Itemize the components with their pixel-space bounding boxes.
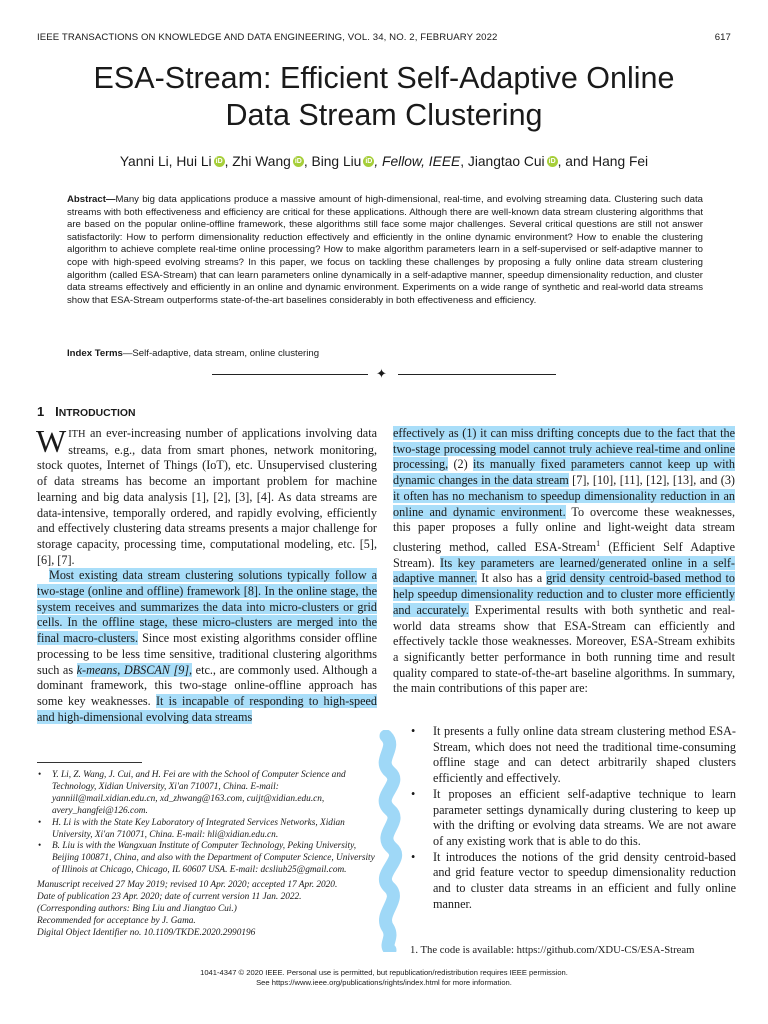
running-header [37, 32, 731, 43]
orcid-icon[interactable]: iD [215, 158, 223, 165]
paragraph-text: an ever-increasing number of applications involving data streams, e.g., data from smart phones, network monitoring, stock quotes, Internet of Things (IoT), etc. Unsupervised clustering of data streams has become an important problem for machine learning and big data analysis [1], [2], [3], [4]. As data streams are data-intensive, temporally ordered, and rapidly evolving, efficiently and effectively clustering data streams presents a major challenge for storage capacity, processing time, computational modeling, etc. [5], [6], [7]. [37, 426, 377, 567]
manuscript-dates: Manuscript received 27 May 2019; revised 10 Apr. 2020; accepted 17 Apr. 2020. [37, 880, 338, 891]
affiliation-text: H. Li is with the State Key Laboratory of Integrated Services Networks, Xidian University, Xi'an 710071, China. E-mail: hli@xidian.edu.cn. [52, 817, 345, 840]
left-column [36, 423, 378, 725]
bullet: • [411, 849, 416, 864]
bullet: • [38, 841, 42, 852]
paragraph-text: (Efficient Self Adaptive Stream). [393, 539, 735, 570]
highlighted-text: k-means, DBSCAN [9], [76, 662, 193, 677]
contribution-item [410, 724, 736, 787]
right-column [393, 426, 735, 697]
bullet: • [38, 817, 42, 828]
abstract [67, 194, 703, 307]
contribution-item [410, 850, 736, 913]
affiliation-footnotes [37, 770, 377, 940]
index-terms-label: Index Terms [67, 348, 123, 359]
title-line-1: ESA-Stream: Efficient Self-Adaptive Online [93, 61, 675, 95]
author-text: Yanni Li, Hui Li [119, 154, 212, 169]
abstract-label: Abstract [67, 194, 106, 205]
journal-name: IEEE TRANSACTIONS ON KNOWLEDGE AND DATA ENGINEERING, VOL. 34, NO. 2, FEBRUARY 2022 [37, 32, 498, 43]
paragraph-text: It also has a [477, 571, 547, 586]
author-text: , Jiangtao Cui [460, 154, 545, 169]
recommended-by: Recommended for acceptance by J. Gama. [37, 915, 196, 926]
intro-paragraph-2-cont [393, 426, 735, 697]
copyright-line-2: See https://www.ieee.org/publications/rights/index.html for more information. [256, 977, 512, 987]
footnote-marker[interactable]: 1 [596, 538, 601, 548]
orcid-icon[interactable]: iD [548, 158, 556, 165]
handwritten-annotation-mark [368, 730, 416, 952]
bullet: • [411, 786, 416, 801]
highlighted-text: its manually fixed parameters cannot keep up with dynamic changes in the data stream [393, 457, 735, 488]
orcid-icon[interactable]: iD [294, 158, 302, 165]
paragraph-text: Since most existing algorithms consider offline processing to be less time sensitive, traditional clustering algorithms such as [37, 631, 377, 677]
highlighted-text: it often has no mechanism to speedup dimensionality reduction in an online and dynamic environment. [393, 488, 735, 519]
contribution-list [410, 724, 736, 912]
small-caps-lead: ITH [68, 429, 86, 440]
highlighted-text: Its key parameters are learned/generated online in a self-adaptive manner. [393, 555, 735, 586]
paragraph-text: (2) [448, 457, 474, 472]
orcid-icon[interactable]: iD [365, 158, 373, 165]
highlighted-text: grid density centroid-based method [546, 571, 722, 586]
contribution-item [410, 787, 736, 850]
intro-paragraph-2 [37, 568, 377, 725]
footnote-rule [37, 762, 142, 763]
index-terms [67, 348, 703, 359]
contribution-text: It proposes an efficient self-adaptive technique to learn parameter settings dynamically during clustering to keep up with the drifting or evolving data streams. We are not aware of any existing work that is able to do this. [433, 786, 736, 848]
highlighted-text: It is incapable of responding to high-speed and high-dimensional evolving data streams [37, 693, 378, 724]
paragraph-text: [7], [10], [11], [12], [13], and (3) [568, 473, 735, 488]
highlighted-text: to help speedup dimensionality reduction and to cluster more efficiently and accurately. [393, 571, 735, 617]
bullet: • [411, 724, 416, 738]
author-fellow: , Fellow, IEEE [374, 154, 461, 169]
divider-diamond-icon: ✦ [376, 366, 387, 381]
divider-right [398, 374, 556, 375]
author-list [0, 154, 768, 169]
bullet: • [38, 770, 42, 780]
author-text: , Bing Liu [303, 154, 362, 169]
intro-paragraph-1 [36, 423, 377, 568]
divider-left [212, 374, 368, 375]
section-number: 1 [37, 404, 45, 419]
drop-cap: W [36, 423, 67, 459]
abstract-dash: — [105, 194, 116, 205]
contribution-text: It presents a fully online data stream clustering method ESA-Stream, which does not need the traditional time-consuming offline stage and can detect arbitrarily shaped clusters efficiently and effectively. [433, 724, 736, 786]
title-line-2: Data Stream Clustering [225, 98, 543, 132]
paragraph-text: To overcome these weaknesses, this paper proposes a fully online and light-weight data stream clustering method, called ESA-Stream [393, 504, 736, 554]
copyright-line-1: 1041-4347 © 2020 IEEE. Personal use is permitted, but republication/redistribution requires IEEE permission. [200, 968, 568, 977]
affiliation-item [37, 770, 377, 818]
paper-title [0, 60, 768, 134]
contribution-text: It introduces the notions of the grid density centroid-based and grid feature vector to speedup dimensionality reduction and to cluster data streams in an efficient and fully online manner. [433, 849, 736, 911]
publication-dates: Date of publication 23 Apr. 2020; date of current version 11 Jan. 2022. [37, 892, 302, 903]
page-number: 617 [714, 32, 731, 43]
author-text: , and Hang Fei [557, 154, 649, 169]
paragraph-text: etc., are commonly used. Although a dominant framework, this two-stage online-offline approach has some key weaknesses. [37, 662, 377, 708]
code-footnote: 1. The code is available: https://github.com/XDU-CS/ESA-Stream [410, 944, 695, 956]
affiliation-text: Y. Li, Z. Wang, J. Cui, and H. Fei are with the School of Computer Science and Technology, Xidian University, Xi'an 710071, China. E-mail: yanniil@mail.xidian.edu.cn, xd_zhwang@163.com, cuijt@xidian.edu.cn, avery_hangfei@126.com. [52, 770, 346, 816]
section-heading [37, 404, 135, 419]
author-text: , Zhi Wang [224, 154, 291, 169]
highlighted-text: effectively as (1) it can miss drifting concepts due to the fact that the two-stage processing model cannot truly achieve real-time and online processing, [393, 426, 735, 472]
corresponding-authors: (Corresponding authors: Bing Liu and Jiangtao Cui.) [37, 903, 237, 914]
index-terms-text: —Self-adaptive, data stream, online clustering [122, 348, 320, 359]
copyright-notice [0, 968, 768, 987]
affiliation-item [37, 818, 377, 842]
doi: Digital Object Identifier no. 10.1109/TKDE.2020.2990196 [37, 927, 256, 938]
abstract-text: Many big data applications produce a massive amount of high-dimensional, real-time, and evolving streaming data. Clustering such data streams with both effectiveness and efficiency are critical for these applications. Although there are well-known data stream clustering algorithms that are based on the popular online-offline framework, these algorithms still face some major challenges. Several critical questions are still not answer satisfactorily: How to perform dimensionality reduction effectively and efficiently in the online dynamic environment? How to enable the clustering algorithm to achieve complete real-time online processing? How to make algorithm parameters learn in a self-supervised or self-adaptive manner to cope with high-speed evolving streams? In this paper, we focus on tackling these challenges by proposing a fully online data stream clustering algorithm (called ESA-Stream) that can learn parameters online dynamically in a self-adaptive manner, speedup dimensionality reduction, and cluster data streams effectively and efficiently in an online and dynamic environment. Experiments on a wide range of synthetic and real-world data streams show that ESA-Stream outperforms state-of-the-art baselines considerably in both effectiveness and efficiency. [67, 194, 703, 306]
section-title-rest: NTRODUCTION [58, 408, 136, 419]
highlighted-text: Most existing data stream clustering solutions typically follow a two-stage (online and offline) framework [8]. In the online stage, the system receives and summarizes the data into micro-clusters or grid cells. In the offline stage, these micro-clusters are merged into the final macro-clusters. [37, 568, 377, 646]
affiliation-item [37, 841, 377, 877]
section-title-initial: I [55, 404, 59, 419]
annotation-stroke [385, 736, 395, 950]
affiliation-text: B. Liu is with the Wangxuan Institute of Computer Technology, Peking University, Beijing 100871, China, and also with the Department of Computer Science, University of Illinois at Chicago, Chicago, IL 60607 USA. E-mail: dcsliub25@gmail.com. [52, 841, 375, 876]
paragraph-text: Experimental results with both synthetic and real-world data streams show that ESA-Stream can efficiently and effectively tackle those weaknesses. Moreover, ESA-Stream exhibits a significantly better performance in both running time and result quality compared to state-of-the-art baseline algorithms. In summary, the main contributions of this paper are: [393, 602, 735, 696]
